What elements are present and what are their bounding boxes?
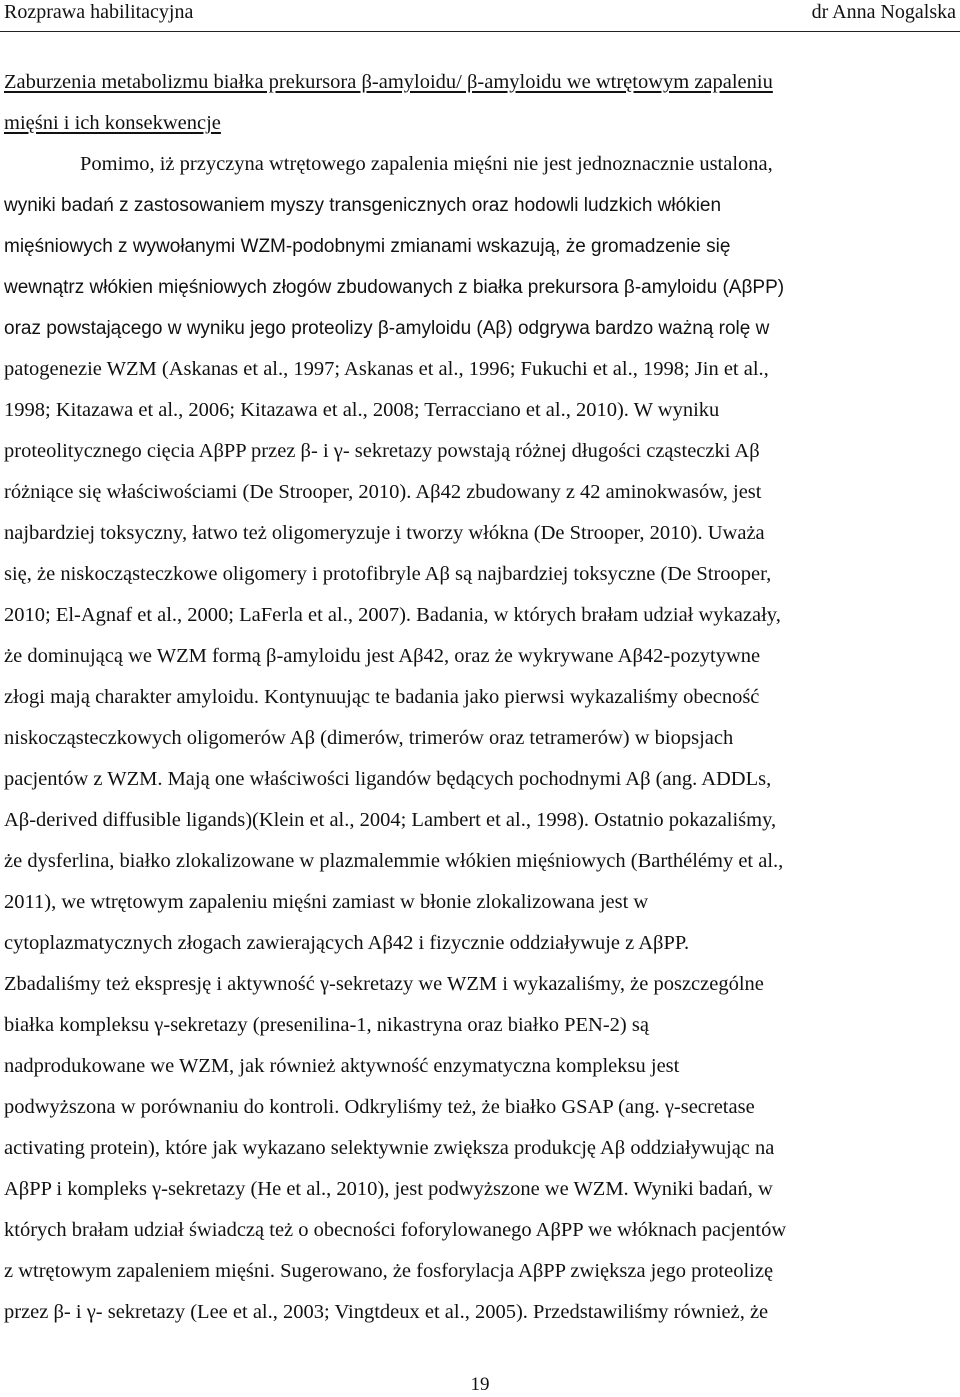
body-text-line: 2011), we wtrętowym zapaleniu mięśni zamiast w błonie zlokalizowana jest w bbox=[4, 891, 649, 913]
body-text-line: których brałam udział świadczą też o obecności foforylowanego AβPP we włóknach pacjentów bbox=[4, 1219, 787, 1241]
body-text-line: że dysferlina, białko zlokalizowane w plazmalemmie włókien mięśniowych (Barthélémy et al., bbox=[4, 850, 784, 872]
body-text-line: wyniki badań z zastosowaniem myszy transgenicznych oraz hodowli ludzkich włókien bbox=[4, 195, 722, 216]
body-text-line: activating protein), które jak wykazano selektywnie zwiększa produkcję Aβ oddziaływując na bbox=[4, 1137, 775, 1159]
body-text-line: proteolitycznego cięcia AβPP przez β- i γ- sekretazy powstają różnej długości cząsteczki Aβ bbox=[4, 440, 760, 462]
body-text-line: AβPP i kompleks γ-sekretazy (He et al., 2010), jest podwyższone we WZM. Wyniki badań, w bbox=[4, 1178, 773, 1200]
header-author: dr Anna Nogalska bbox=[811, 1, 956, 23]
body-text-line: najbardziej toksyczny, łatwo też oligomeryzuje i tworzy włókna (De Strooper, 2010). Uważa bbox=[4, 522, 765, 544]
body-text-line: niskocząsteczkowych oligomerów Aβ (dimerów, trimerów oraz tetramerów) w biopsjach bbox=[4, 727, 734, 749]
body-text-line: 2010; El-Agnaf et al., 2000; LaFerla et al., 2007). Badania, w których brałam udział wykazały, bbox=[4, 604, 781, 626]
body-text-line: Aβ-derived diffusible ligands)(Klein et al., 2004; Lambert et al., 1998). Ostatnio pokazaliśmy, bbox=[4, 809, 777, 831]
body-text-line: cytoplazmatycznych złogach zawierających Aβ42 i fizycznie oddziaływuje z AβPP. bbox=[4, 932, 690, 954]
body-text-line: pacjentów z WZM. Mają one właściwości ligandów będących pochodnymi Aβ (ang. ADDLs, bbox=[4, 768, 772, 790]
body-text-line: że dominującą we WZM formą β-amyloidu jest Aβ42, oraz że wykrywane Aβ42-pozytywne bbox=[4, 645, 761, 667]
body-text-line: się, że niskocząsteczkowe oligomery i protofibryle Aβ są najbardziej toksyczne (De Strooper, bbox=[4, 563, 772, 585]
body-text-line: złogi mają charakter amyloidu. Kontynuując te badania jako pierwsi wykazaliśmy obecność bbox=[4, 686, 760, 708]
body-text-line: mięśniowych z wywołanymi WZM-podobnymi zmianami wskazują, że gromadzenie się bbox=[4, 236, 731, 257]
document-body bbox=[4, 62, 958, 1333]
body-text-line: Pomimo, iż przyczyna wtrętowego zapalenia mięśni nie jest jednoznacznie ustalona, bbox=[80, 153, 773, 175]
body-text-line: różniące się właściwościami (De Strooper, 2010). Aβ42 zbudowany z 42 aminokwasów, jest bbox=[4, 481, 762, 503]
section-title-line-2: mięśni i ich konsekwencje bbox=[4, 112, 221, 134]
body-text-line: oraz powstającego w wyniku jego proteolizy β-amyloidu (Aβ) odgrywa bardzo ważną rolę w bbox=[4, 318, 770, 339]
section-title-line-1: Zaburzenia metabolizmu białka prekursora β-amyloidu/ β-amyloidu we wtrętowym zapaleniu bbox=[4, 71, 773, 93]
body-text-line: wewnątrz włókien mięśniowych złogów zbudowanych z białka prekursora β-amyloidu (AβPP) bbox=[4, 277, 785, 298]
body-text-line: podwyższona w porównaniu do kontroli. Odkryliśmy też, że białko GSAP (ang. γ-secretase bbox=[4, 1096, 755, 1118]
body-text-line: nadprodukowane we WZM, jak również aktywność enzymatyczna kompleksu jest bbox=[4, 1055, 680, 1077]
body-text-line: 1998; Kitazawa et al., 2006; Kitazawa et al., 2008; Terracciano et al., 2010). W wyniku bbox=[4, 399, 720, 421]
page-header bbox=[0, 0, 960, 34]
body-text-line: z wtrętowym zapaleniem mięśni. Sugerowano, że fosforylacja AβPP zwiększa jego proteolizę bbox=[4, 1260, 774, 1282]
body-text-line: białka kompleksu γ-sekretazy (presenilina-1, nikastryna oraz białko PEN-2) są bbox=[4, 1014, 649, 1036]
body-text-line: przez β- i γ- sekretazy (Lee et al., 2003; Vingtdeux et al., 2005). Przedstawiliśmy również, że bbox=[4, 1301, 769, 1323]
body-text-line: Zbadaliśmy też ekspresję i aktywność γ-sekretazy we WZM i wykazaliśmy, że poszczególne bbox=[4, 973, 764, 995]
page-number: 19 bbox=[470, 1374, 490, 1395]
header-rule bbox=[0, 31, 960, 32]
body-text-line: patogenezie WZM (Askanas et al., 1997; Askanas et al., 1996; Fukuchi et al., 1998; Jin et al., bbox=[4, 358, 769, 380]
header-title: Rozprawa habilitacyjna bbox=[4, 1, 194, 23]
